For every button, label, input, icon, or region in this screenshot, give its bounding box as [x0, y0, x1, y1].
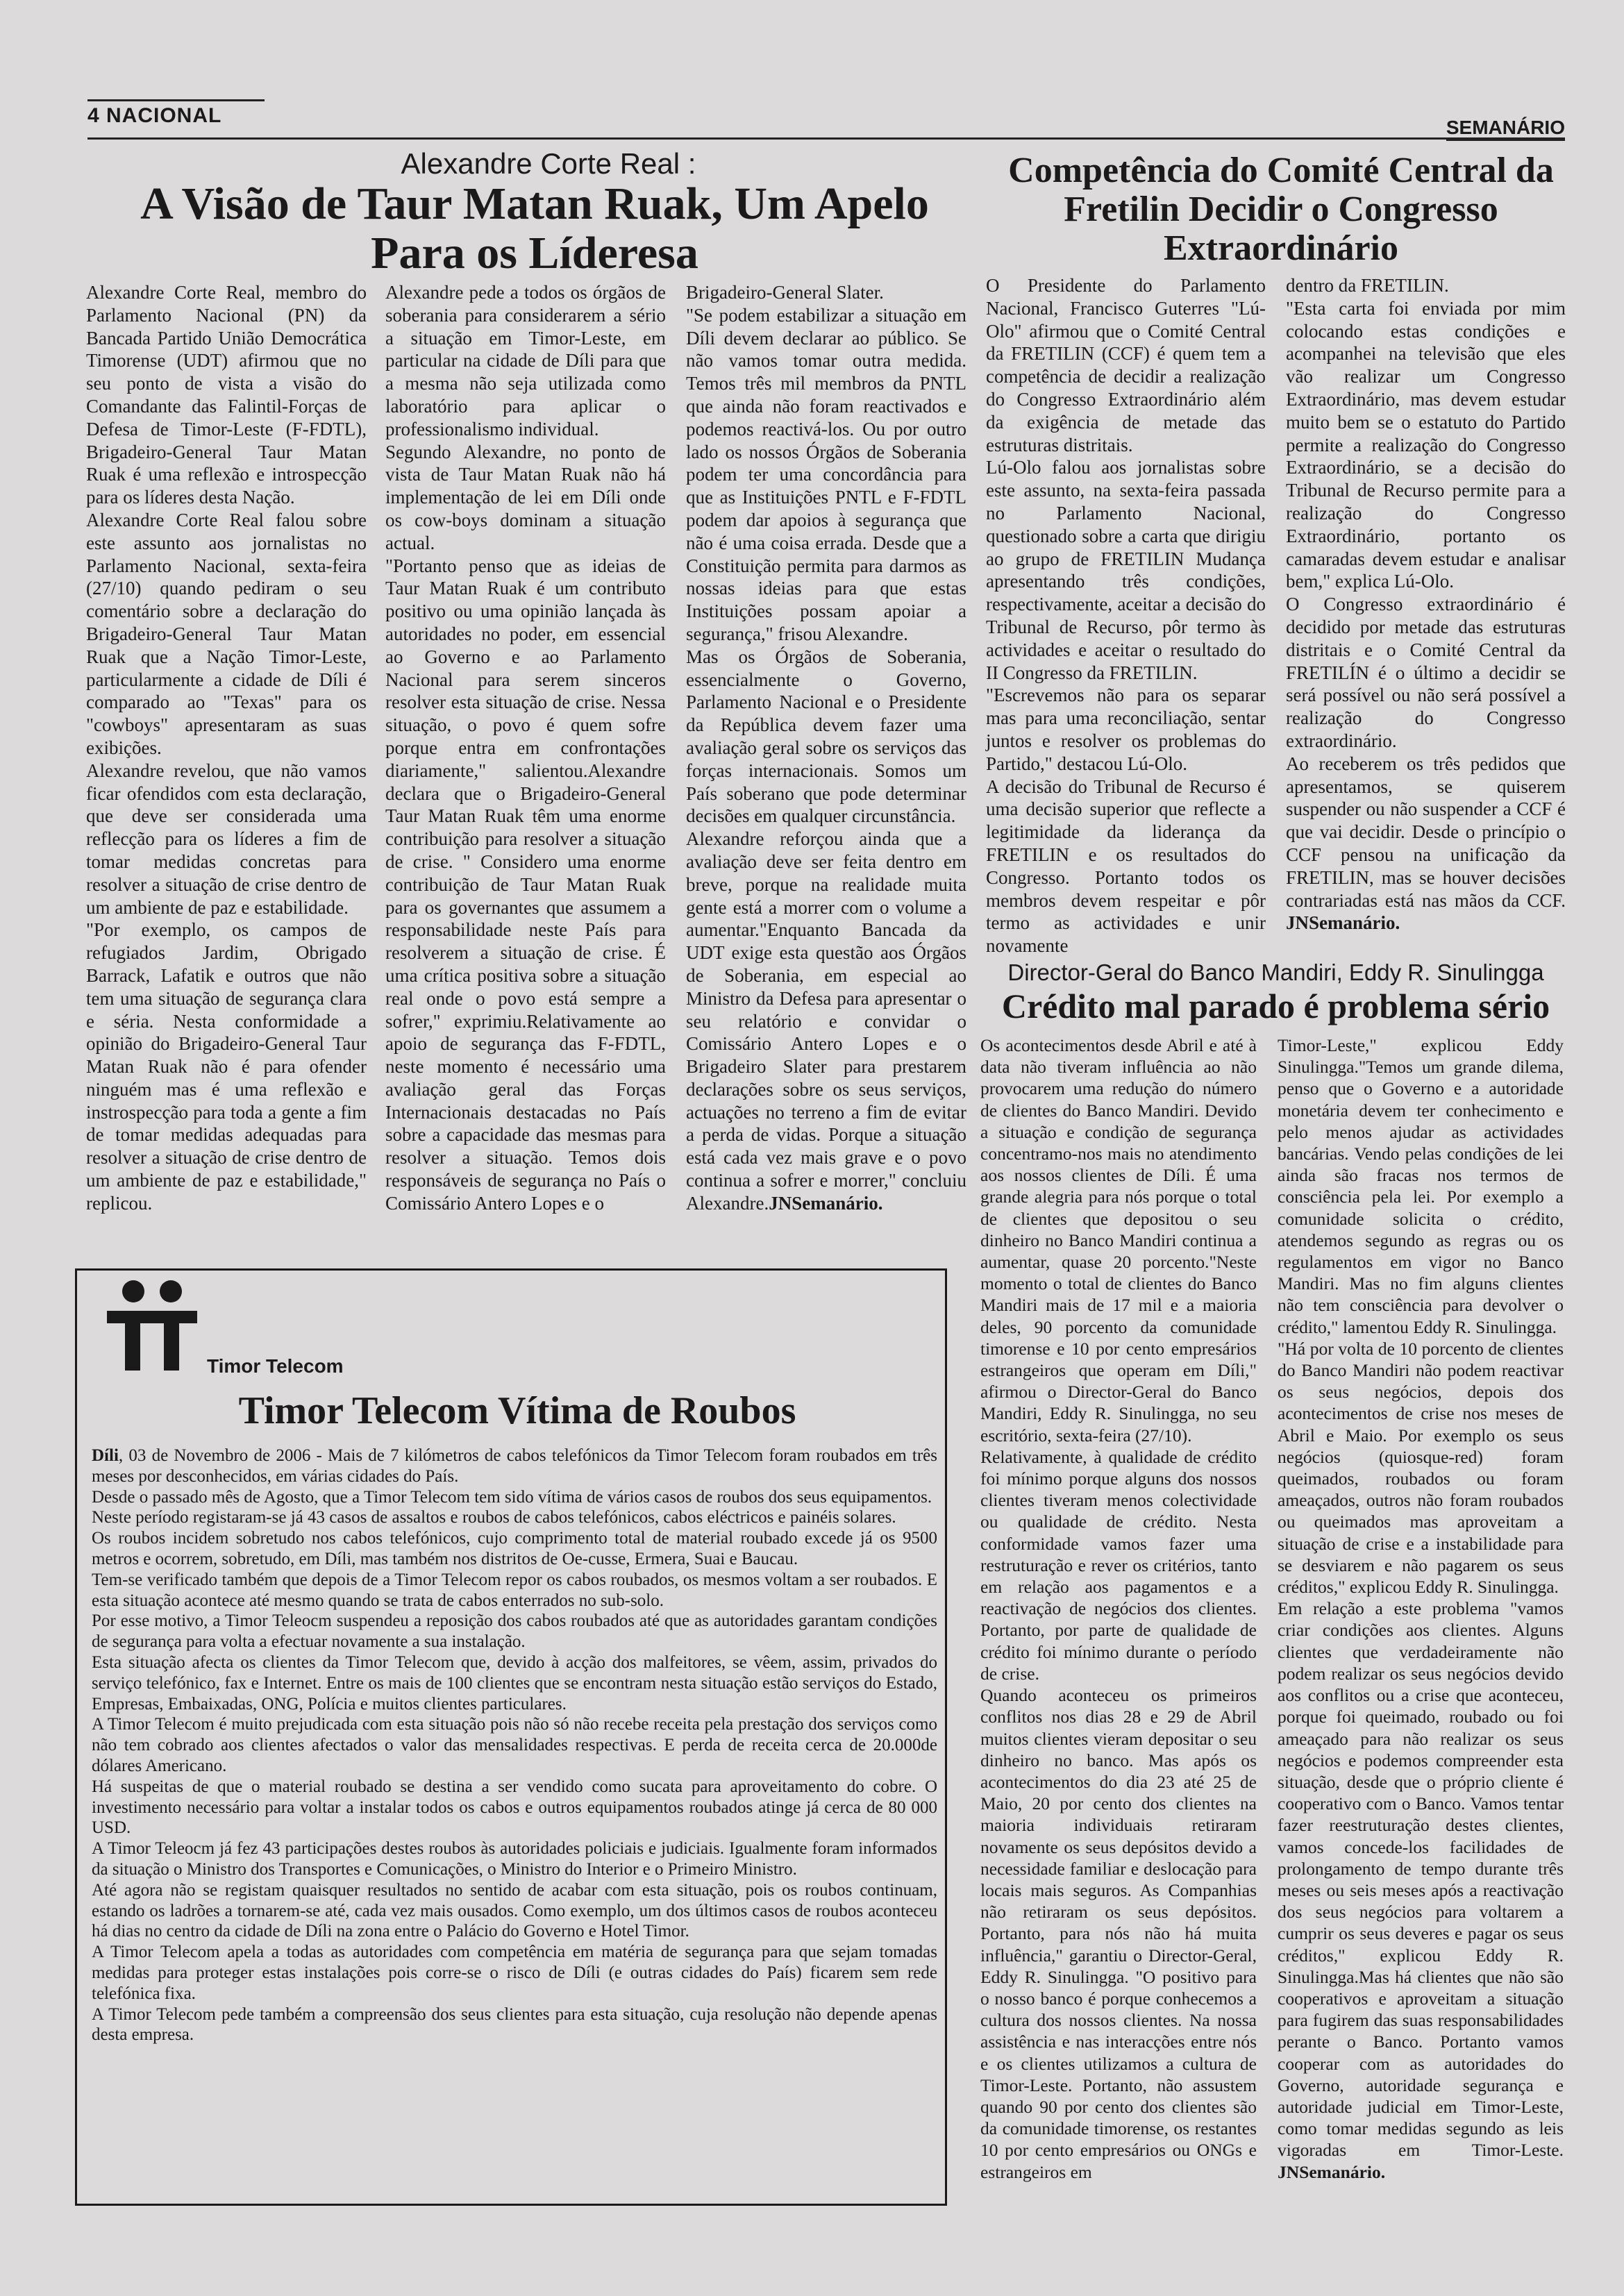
article2-paragraph: O Presidente do Parlamento Nacional, Francisco Guterres "Lú-Olo" afirmou que o Comité Central da FRETILIN (CCF) é quem tem a competência de decidir a realização do Congresso Extraordinário além da exigência de metade das estruturas distritais. — [986, 275, 1266, 455]
article2-headline — [989, 151, 1573, 268]
header-short-rule — [87, 99, 265, 101]
article1-headline-line2: Para os Líderesa — [371, 228, 698, 279]
article1-paragraph: Segundo Alexandre, no ponto de vista de Taur Matan Ruak não há implementação de lei em Díli onde os cow-boys dominam a situação actual. — [385, 441, 666, 553]
article1-paragraph: Alexandre revelou, que não vamos ficar ofendidos com esta declaração, que deve ser considerada uma reflecção para os líderes a fim de tomar medidas concretas para resolver a situação de crise dentro de um ambiente de paz e estabilidade. — [86, 760, 367, 918]
article2-headline-line2: Fretilin Decidir o Congresso — [1064, 190, 1498, 230]
article4-paragraph: Os roubos incidem sobretudo nos cabos telefónicos, cujo comprimento total de material roubado excede já os 9500 metros e ocorrem, sobretudo, em Díli, mas também nos distritos de Oe-cusse, Ermera, Suai e Baucau. — [92, 1529, 937, 1568]
article3-paragraph: Em relação a este problema "vamos criar condições aos clientes. Alguns clientes que verdadeiramente não podem realizar os seus negócios devido aos conflitos ou a crise que aconteceu, porque foi queimado, roubado ou foi ameaçado para não realizar os seus negócios e podemos compreender esta situação, desde que o próprio cliente é cooperativo com o Banco. Vamos tentar fazer reestruturação destes clientes, vamos concede-los facilidades de prolongamento de tempo durante três meses ou seis meses após a reactivação dos seus negócios para voltarem a cumprir os seus deveres e pagar os seus créditos," explicou Eddy R. Sinulingga.Mas há clientes que não são cooperativos e aproveitam a situação para fugirem das suas responsabilidades perante o Banco. Portanto vamos cooperar com as autoridades do Governo, autoridade segurança e autoridade judicial em Timor-Leste, como tomar medidas segundo as leis vigoradas em Timor-Leste. JNSemanário. — [1278, 1598, 1564, 2182]
article3-paragraph: Os acontecimentos desde Abril e até à data não tiveram influência ao não provocarem uma redução do número de clientes do Banco Mandiri. Devido a situação e condição de segurança concentramo-nos mais no atendimento aos nossos clientes de Díli. É uma grande alegria para nós porque o total de clientes que depositou o seu dinheiro no Banco Mandiri continua a aumentar, quase 20 porcento."Neste momento o total de clientes do Banco Mandiri mais de 17 mil e a maioria deles, 90 porcento da comunidade timorense e 10 por cento empresários estrangeiros que operam em Díli," afirmou o Director-Geral do Banco Mandiri, Eddy R. Sinulingga, no seu escritório, sexta-feira (27/10). — [980, 1035, 1257, 1446]
article4-headline: Timor Telecom Vítima de Roubos — [238, 1389, 796, 1432]
article2-headline-line3: Extraordinário — [1164, 228, 1398, 269]
section-label: 4 NACIONAL — [87, 104, 222, 127]
article3-paragraph: "Há por volta de 10 porcento de clientes do Banco Mandiri não podem reactivar os seus negócios, depois dos acontecimentos de crise nos meses de Abril e Maio. Por exemplo os seus negócios (quiosque-red) foram queimados, roubados ou foram ameaçados, outros não foram roubados ou queimados mas aproveitam a situação de crise e a instabilidade para se desviarem e não pagarem os seus créditos," explicou Eddy R. Sinulingga. — [1278, 1338, 1564, 1598]
article2-column-2 — [1286, 274, 1566, 935]
article4-paragraph: A Timor Teleocm já fez 43 participações destes roubos às autoridades policiais e judiciais. Igualmente foram informados da situação o Ministro dos Transportes e Comunicações, o Ministro do Interior e o Primeiro Ministro. — [92, 1839, 937, 1879]
article4-paragraph: Até agora não se registam quaisquer resultados no sentido de acabar com esta situação, pois os roubos continuam, estando os ladrões a tornarem-se até, cada vez mais ousados. Como exemplo, um dos últimos casos de roubos aconteceu há dias no centro da cidade de Díli na zona entre o Palácio do Governo e Hotel Timor. — [92, 1880, 937, 1941]
article2-paragraph: O Congresso extraordinário é decidido por metade das estruturas distritais e o Comité Central da FRETILÍN é o último a decidir se será possível ou não será possível a realização do Congresso extraordinário. — [1286, 594, 1566, 751]
article1-column-2 — [385, 281, 666, 1215]
article2-paragraph: Lú-Olo falou aos jornalistas sobre este assunto, na sexta-feira passada no Parlamento Nacional, questionado sobre a carta que dirigiu ao grupo de FRETILIN Mudança apresentando três condições, respectivamente, aceitar a decisão do Tribunal de Recurso, pôr termo às actividades e aceitar o resultado do II Congresso da FRETILIN. — [986, 457, 1266, 683]
article1-paragraph: "Se podem estabilizar a situação em Díli devem declarar ao público. Se não vamos tomar outra medida. Temos três mil membros da PNTL que ainda não foram reactivados e podemos reactivá-los. Ou por outro lado os nossos Órgãos de Soberania podem ter uma concordância para que as Instituições PNTL e F-FDTL podem dar apoios à segurança que não é uma coisa errada. Desde que a Constituição permita para darmos as nossas ideias para que estas Instituições possam apoiar a segurança," frisou Alexandre. — [686, 304, 966, 644]
header-rule — [87, 137, 1565, 140]
article3-column-1 — [980, 1034, 1257, 2183]
article4-dateline: Díli — [92, 1446, 119, 1465]
article2-column-1 — [986, 274, 1266, 957]
article4-paragraph: Díli, 03 de Novembro de 2006 - Mais de 7 kilómetros de cabos telefónicos da Timor Telecom foram roubados em três meses por desconhecidos, em várias cidades do País. — [92, 1446, 937, 1486]
masthead: SEMANÁRIO — [1446, 117, 1565, 141]
article4-body — [92, 1446, 937, 2045]
article1-paragraph: Mas os Órgãos de Soberania, essencialmente o Governo, Parlamento Nacional e o Presidente da República devem fazer uma avaliação geral sobre os serviços das forças internacionais. Somos um País soberano que pode determinar decisões em qualquer circunstância. — [686, 646, 966, 827]
article4-paragraph: A Timor Telecom é muito prejudicada com esta situação pois não só não recebe receita pela prestação dos serviços como não tem cobrado aos clientes afectados o valor das mensalidades respectivas. E perda de receita cerca de 20.000de dólares Americano. — [92, 1715, 937, 1775]
article2-paragraph: "Escrevemos não para os separar mas para uma reconciliação, sentar juntos e resolver os problemas do Partido," destacou Lú-Olo. — [986, 685, 1266, 774]
article1-signature: JNSemanário. — [769, 1192, 883, 1214]
article2-headline-line1: Competência do Comité Central da — [1008, 151, 1554, 190]
article1-kicker: Alexandre Corte Real : — [401, 147, 696, 180]
article4-paragraph: Neste período registaram-se já 43 casos de assaltos e roubos de cabos telefónicos, cabos eléctricos e painéis solares. — [92, 1508, 896, 1527]
article3-headline: Crédito mal parado é problema sério — [1001, 987, 1550, 1025]
article1-paragraph: "Por exemplo, os campos de refugiados Jardim, Obrigado Barrack, Lafatik e outros que não tem uma situação de segurança clara e séria. Nesta conformidade a opinião do Brigadeiro-General Taur Matan Ruak não é para ofender ninguém mas é uma reflexão e instrospecção para toda a gente a fim de tomar medidas adequadas para resolver a situação de crise dentro de um ambiente de paz e estabilidade," replicou. — [86, 919, 367, 1214]
article2-paragraph: "Esta carta foi enviada por mim colocando estas condições e acompanhei na televisão que eles vão realizar um Congresso Extraordinário, mas devem estudar muito bem se o estatuto do Partido permite a realização do Congresso Extraordinário, se a decisão do Tribunal de Recurso permite para a realização do Congresso Extraordinário, portanto os camaradas devem estudar e analisar bem," explica Lú-Olo. — [1286, 297, 1566, 592]
article4-paragraph: Tem-se verificado também que depois de a Timor Telecom repor os cabos roubados, os mesmos voltam a ser roubados. E esta situação acontece até mesmo quando se trata de cabos enterrados no sub-solo. — [92, 1570, 937, 1610]
article3-paragraph: Quando aconteceu os primeiros conflitos nos dias 28 e 29 de Abril muitos clientes vieram depositar o seu dinheiro no banco. Mas após os acontecimentos do dia 23 até 25 de Maio, 20 por cento dos clientes na maioria individuais retiraram novamente os seus depósitos devido a necessidade familiar e deslocação para locais mais seguros. As Companhias não retiraram os seus depósitos. Portanto, para nós não há muita influência," garantiu o Director-Geral, Eddy R. Sinulingga. "O positivo para o nosso banco é porque conhecemos a cultura dos nossos clientes. Na nossa assistência e nas interacções entre nós e os clientes utilizamos a cultura de Timor-Leste. Portanto, não assustem quando 90 por cento dos clientes são da comunidade timorense, os restantes 10 por cento empresários ou ONGs e estrangeiros em — [980, 1685, 1257, 2182]
article4-paragraph: Esta situação afecta os clientes da Timor Telecom que, devido à acção dos malfeitores, se vêem, assim, privados do serviço telefónico, fax e Internet. Entre os mais de 100 clientes que se encontram nesta situação estão serviços do Estado, Empresas, Embaixadas, ONG, Polícia e muitos clientes particulares. — [92, 1652, 937, 1713]
article1-column-3 — [686, 281, 966, 1215]
article1-paragraph: Brigadeiro-General Slater. — [686, 282, 884, 303]
article4-paragraph: A Timor Telecom pede também a compreensão dos seus clientes para esta situação, cuja resolução não depende apenas desta empresa. — [92, 2004, 937, 2045]
article3-paragraph: Relativamente, à qualidade de crédito foi mínimo porque alguns dos nossos clientes tiveram menos colectividade ou qualidade de crédito. Nesta conformidade vamos fazer uma restruturação e rever os critérios, tanto em relação aos pagamentos e a reactivação de negócios dos clientes. Portanto, por parte de qualidade de crédito foi mínimo durante o período de crise. — [980, 1446, 1257, 1684]
article2-paragraph: A decisão do Tribunal de Recurso é uma decisão superior que reflecte a legitimidade da liderança da FRETILIN e os resultados do Congresso. Portanto todos os membros devem respeitar e pôr termo as actividades e unir novamente — [986, 776, 1266, 957]
article1-paragraph: "Portanto penso que as ideias de Taur Matan Ruak é um contributo positivo ou uma opinião lançada às autoridades no poder, em essencial ao Governo e ao Parlamento Nacional para serem sinceros resolver esta situação de crise. Nessa situação, o povo é quem sofre porque entra em confrontações diariamente," salientou.Alexandre declara que o Brigadeiro-General Taur Matan Ruak têm uma enorme contribuição para resolver a situação de crise. " Considero uma enorme contribuição de Taur Matan Ruak para os governantes que assumem a responsabilidade neste País para resolverem a situação de crise. É uma crítica positiva sobre a situação real onde o povo está sempre a sofrer," exprimiu.Relativamente ao apoio de segurança das F-FDTL, neste momento é necessário uma avaliação geral das Forças Internacionais destacadas no País sobre a capacidade das mesmas para resolver a situação. Temos dois responsáveis de segurança no País o Comissário Antero Lopes e o — [385, 555, 666, 1214]
article1-paragraph: Alexandre Corte Real falou sobre este assunto aos jornalistas no Parlamento Nacional, sexta-feira (27/10) quando pediram o seu comentário sobre a declaração do Brigadeiro-General Taur Matan Ruak que a Nação Timor-Leste, particularmente a cidade de Díli é comparado ao "Texas" para os "cowboys" apresentaram as suas exibições. — [86, 509, 367, 758]
article3-paragraph: Timor-Leste," explicou Eddy Sinulingga."Temos um grande dilema, penso que o Governo e a autoridade monetária devem ter conhecimento e pelo menos ajudar as actividades bancárias. Vendo pelas condições de lei ainda são fracas nos termos de consciência pela lei. Por exemplo a comunidade solicita o crédito, atendemos segundo as regras ou os regulamentos em vigor no Banco Mandiri. Mas no fim alguns clientes não tem consciência para devolver o crédito," lamentou Eddy R. Sinulingga. — [1278, 1035, 1564, 1337]
timor-telecom-logo-icon — [104, 1276, 201, 1373]
article4-paragraph: A Timor Telecom apela a todas as autoridades com competência em matéria de segurança para que sejam tomadas medidas para proteger estas instalações pois corre-se o risco de Díli (e outras cidades do País) ficarem sem rede telefónica fixa. — [92, 1943, 937, 2003]
article4-paragraph: Por esse motivo, a Timor Teleocm suspendeu a reposição dos cabos roubados até que as autoridades garantam condições de segurança para volta a efectuar novamente a sua instalação. — [92, 1611, 937, 1652]
article3-column-2 — [1278, 1034, 1564, 2183]
article1-headline — [90, 179, 979, 278]
article4-paragraph: Desde o passado mês de Agosto, que a Timor Telecom tem sido vítima de vários casos de roubos dos seus equipamentos. — [92, 1487, 932, 1507]
timor-telecom-brand: Timor Telecom — [207, 1355, 344, 1377]
article4-paragraph: Há suspeitas de que o material roubado se destina a ser vendido como sucata para aproveitamento do cobre. O investimento necessário para voltar a instalar todos os cabos e outros equipamentos roubados atinge já cerca de 80 000 USD. — [92, 1777, 937, 1838]
article2-paragraph: Ao receberem os três pedidos que apresentamos, se quiserem suspender ou não suspender a CCF é que vai decidir. Desde o princípio o CCF pensou na unificação da FRETILIN, mas se houver decisões contrariadas está nas mãos da CCF. JNSemanário. — [1286, 753, 1566, 934]
article1-paragraph: Alexandre Corte Real, membro do Parlamento Nacional (PN) da Bancada Partido União Democrática Timorense (UDT) afirmou que no seu ponto de vista a visão do Comandante das Falintil-Forças de Defesa de Timor-Leste (F-FDTL), Brigadeiro-General Taur Matan Ruak é uma reflexão e introspecção para os líderes desta Nação. — [86, 282, 367, 508]
article1-column-1 — [86, 281, 367, 1215]
article3-kicker: Director-Geral do Banco Mandiri, Eddy R. Sinulingga — [1007, 960, 1544, 985]
article1-headline-line1: A Visão de Taur Matan Ruak, Um Apelo — [140, 178, 929, 229]
article1-paragraph: Alexandre pede a todos os órgãos de soberania para considerarem a sério a situação em Timor-Leste, em particular na cidade de Díli para que a mesma não seja utilizada como laboratório para aplicar o professionalismo individual. — [385, 282, 666, 439]
article2-paragraph: dentro da FRETILIN. — [1286, 275, 1449, 296]
article2-signature: JNSemanário. — [1286, 912, 1400, 934]
article3-signature: JNSemanário. — [1278, 2161, 1386, 2182]
article1-paragraph: Alexandre reforçou ainda que a avaliação deve ser feita dentro em breve, porque na realidade muita gente está a morrer com o volume a aumentar."Enquanto Bancada da UDT exige esta questão aos Órgãos de Soberania, em especial ao Ministro da Defesa para apresentar o seu relatório e convidar o Comissário Antero Lopes e o Brigadeiro Slater para prestarem declarações sobre os seus serviços, actuações no terreno a fim de evitar a perda de vidas. Porque a situação está cada vez mais grave e o povo continua a sofrer e morrer," concluiu Alexandre.JNSemanário. — [686, 828, 966, 1214]
